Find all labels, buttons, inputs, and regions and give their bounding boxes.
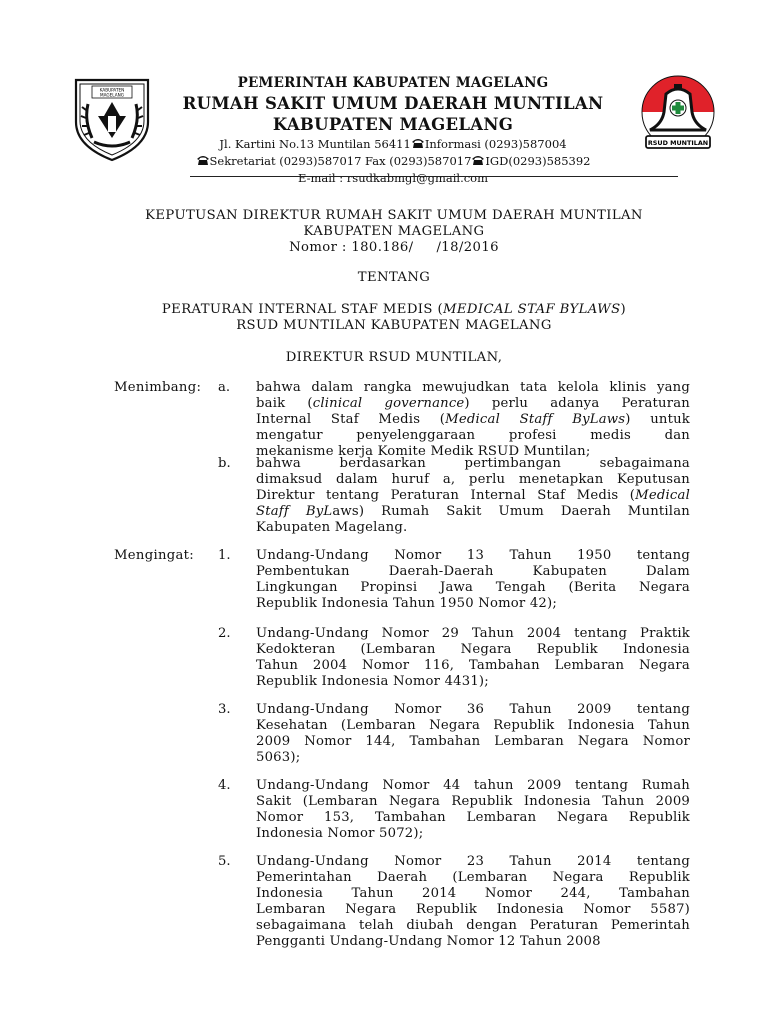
decree-number: Nomor : 180.186/ /18/2016 — [289, 240, 499, 255]
clause-line: Lingkungan Propinsi Jawa Tengah (Berita Negara — [256, 580, 690, 595]
tentang-heading: TENTANG — [357, 270, 431, 285]
regency-name: KABUPATEN MAGELANG — [272, 115, 514, 134]
clause-line: Pembentukan Daerah-Daerah Kabupaten Dalam — [256, 564, 690, 579]
menimbang-label: Menimbang: — [114, 380, 202, 395]
kabupaten-magelang-crest-icon — [68, 76, 156, 162]
clause-line: dimaksud dalam huruf a, perlu menetapkan Keputusan — [256, 472, 690, 487]
clause-line: Pengganti Undang-Undang Nomor 12 Tahun 2008 — [256, 934, 601, 949]
decree-subject-line-2: RSUD MUNTILAN KABUPATEN MAGELANG — [236, 318, 552, 333]
svg-text:RSUD MUNTILAN: RSUD MUNTILAN — [647, 139, 709, 147]
mengingat-marker: 5. — [218, 854, 231, 869]
clause-line: Undang-Undang Nomor 44 tahun 2009 tentang Rumah — [256, 778, 690, 793]
decree-subject-line-1: PERATURAN INTERNAL STAF MEDIS (MEDICAL STAF BYLAWS) — [161, 302, 627, 317]
mengingat-clause — [256, 548, 690, 612]
clause-line: Undang-Undang Nomor 13 Tahun 1950 tentang — [256, 548, 690, 563]
clause-line: Indonesia Nomor 5072); — [256, 826, 424, 841]
clause-line: 2009 Nomor 144, Tambahan Lembaran Negara Nomor — [256, 734, 690, 749]
mengingat-clause — [256, 702, 690, 766]
clause-line: Kabupaten Magelang. — [256, 520, 408, 535]
address-line — [160, 137, 626, 152]
mengingat-label: Mengingat: — [114, 548, 194, 563]
clause-line: Staff ByLaws) Rumah Sakit Umum Daerah Muntilan — [256, 504, 690, 519]
svg-text:MAGELANG: MAGELANG — [100, 92, 124, 98]
clause-line: Tahun 2004 Nomor 116, Tambahan Lembaran Negara — [256, 658, 690, 673]
clause-line: Republik Indonesia Tahun 1950 Nomor 42); — [256, 596, 557, 611]
telephone-icon — [196, 154, 210, 166]
clause-line: mengatur penyelenggaraan profesi medis dan — [256, 428, 690, 443]
clause-line: Nomor 153, Tambahan Lembaran Negara Republik — [256, 810, 690, 825]
clause-line: Kesehatan (Lembaran Negara Republik Indonesia Tahun — [256, 718, 690, 733]
telephone-icon — [411, 137, 425, 149]
mengingat-clause — [256, 778, 690, 842]
clause-line: Republik Indonesia Nomor 4431); — [256, 674, 489, 689]
government-name: PEMERINTAH KABUPATEN MAGELANG — [237, 75, 549, 91]
clause-line: bahwa dalam rangka mewujudkan tata kelola klinis yang — [256, 380, 690, 395]
contact-line — [160, 154, 626, 169]
mengingat-clause — [256, 854, 690, 950]
menimbang-marker: b. — [218, 456, 231, 471]
decree-title-line-1: KEPUTUSAN DIREKTUR RUMAH SAKIT UMUM DAERAH MUNTILAN — [145, 208, 643, 223]
clause-line: Indonesia Tahun 2014 Nomor 244, Tambahan — [256, 886, 690, 901]
address-text: Jl. Kartini No.13 Muntilan 56411 — [219, 137, 411, 151]
information-phone: Informasi (0293)587004 — [424, 137, 567, 151]
clause-line: 5063); — [256, 750, 301, 765]
menimbang-clause — [256, 456, 690, 536]
clause-line: Pemerintahan Daerah (Lembaran Negara Republik — [256, 870, 690, 885]
mengingat-marker: 4. — [218, 778, 231, 793]
hospital-name: RUMAH SAKIT UMUM DAERAH MUNTILAN — [182, 94, 604, 113]
clause-line: Internal Staf Medis (Medical Staff ByLaws) untuk — [256, 412, 691, 427]
mengingat-clause — [256, 626, 690, 690]
menimbang-marker: a. — [218, 380, 231, 395]
email-line: E-mail : rsudkabmgl@gmail.com — [298, 171, 488, 185]
clause-line: mekanisme kerja Komite Medik RSUD Muntilan; — [256, 444, 591, 459]
clause-line: Kedokteran (Lembaran Negara Republik Indonesia — [256, 642, 690, 657]
director-heading: DIREKTUR RSUD MUNTILAN, — [285, 350, 503, 365]
decree-title-line-2: KABUPATEN MAGELANG — [303, 224, 485, 239]
menimbang-clause — [256, 380, 690, 460]
mengingat-marker: 1. — [218, 548, 231, 563]
letterhead-divider — [190, 176, 678, 177]
mengingat-marker: 2. — [218, 626, 231, 641]
clause-line: Undang-Undang Nomor 36 Tahun 2009 tentang — [256, 702, 690, 717]
svg-text:KABUPATEN: KABUPATEN — [99, 87, 125, 93]
clause-line: Undang-Undang Nomor 23 Tahun 2014 tentang — [256, 854, 690, 869]
mengingat-marker: 3. — [218, 702, 231, 717]
clause-line: sebagaimana telah diubah dengan Peraturan Pemerintah — [256, 918, 690, 933]
clause-line: bahwa berdasarkan pertimbangan sebagaimana — [256, 456, 690, 471]
clause-line: Direktur tentang Peraturan Internal Staf Medis (Medical — [256, 488, 690, 503]
secretariat-phone: Sekretariat (0293)587017 Fax (0293)587017 — [209, 154, 472, 168]
clause-line: baik (clinical governance) perlu adanya Peraturan — [256, 396, 690, 411]
telephone-icon — [471, 154, 485, 166]
clause-line: Lembaran Negara Republik Indonesia Nomor 5587) — [256, 902, 690, 917]
letterhead — [160, 74, 626, 186]
clause-line: Sakit (Lembaran Negara Republik Indonesia Tahun 2009 — [256, 794, 690, 809]
rsud-muntilan-logo-icon — [632, 72, 724, 158]
clause-line: Undang-Undang Nomor 29 Tahun 2004 tentang Praktik — [256, 626, 690, 641]
igd-phone: IGD(0293)585392 — [485, 154, 591, 168]
